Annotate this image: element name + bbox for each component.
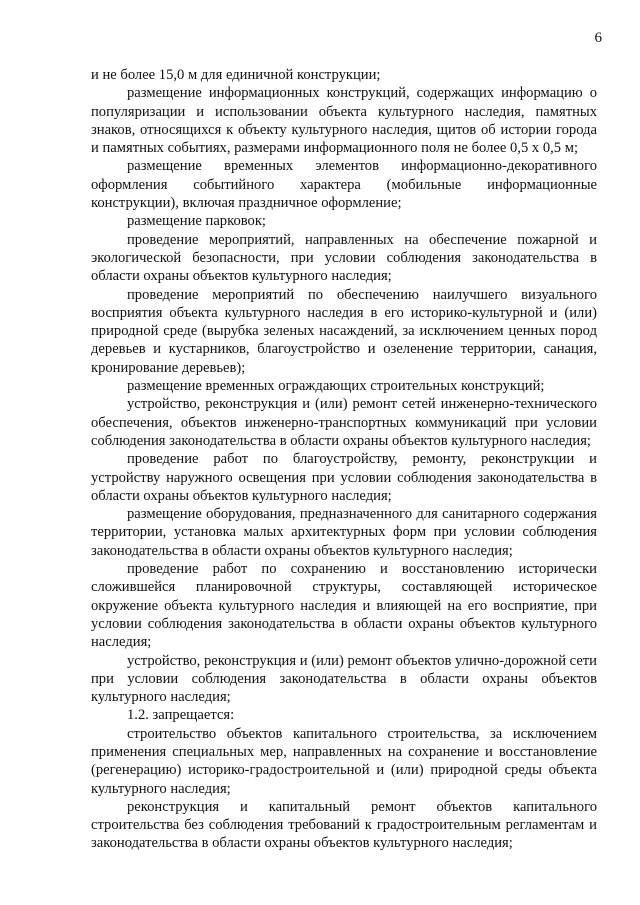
paragraph-4: размещение парковок; bbox=[127, 213, 266, 230]
paragraph-5: проведение мероприятий, направленных на обеспечение пожарной и экологической безопасности, при условии соблюдения законодательства в области охраны объектов культурного наследия; bbox=[91, 231, 597, 285]
paragraph-14: реконструкция и капитальный ремонт объектов капитального строительства без соблюдения требований к градостроительным регламентам и законодательства в области охраны объектов культурного наследия; bbox=[91, 798, 597, 852]
paragraph-10: размещение оборудования, предназначенного для санитарного содержания территории, установка малых архитектурных форм при условии соблюдения законодательства в области охраны объектов культурного наследия; bbox=[91, 506, 597, 559]
paragraph-8: устройство, реконструкция и (или) ремонт сетей инженерно-технического обеспечения, объектов инженерно-транспортных коммуникаций при условии соблюдения законодательства в области охраны объектов культурного наследия; bbox=[91, 396, 597, 449]
paragraph-2: размещение информационных конструкций, содержащих информацию о популяризации и использовании объекта культурного наследия, памятных знаков, относящихся к объекту культурного наследия, щитов об истории города и памятных событиях, размерами информационного поля не более 0,5 х 0,5 м; bbox=[91, 85, 597, 157]
paragraph-13: строительство объектов капитального строительства, за исключением применения специальных мер, направленных на сохранение и восстановление (регенерацию) историко-градостроительной и (или) природной среды объекта культурного наследия; bbox=[91, 725, 597, 797]
document-body bbox=[91, 66, 597, 853]
paragraph-6: проведение мероприятий по обеспечению наилучшего визуального восприятия объекта культурного наследия в его историко-культурной и (или) природной среде (вырубка зеленых насаждений, за исключением ценных пород деревьев и кустарников, благоустройство и озеленение территории, санация, кронирование деревьев); bbox=[91, 286, 597, 376]
paragraph-9: проведение работ по благоустройству, ремонту, реконструкции и устройству наружного освещения при условии соблюдения законодательства в области охраны объектов культурного наследия; bbox=[91, 451, 597, 504]
paragraph-12: устройство, реконструкция и (или) ремонт объектов улично-дорожной сети при условии соблюдения законодательства в области охраны объектов культурного наследия; bbox=[91, 652, 597, 706]
paragraph-3: размещение временных элементов информационно-декоративного оформления событийного характера (мобильные информационные конструкции), включая праздничное оформление; bbox=[91, 158, 597, 212]
section-heading-1-2: 1.2. запрещается: bbox=[127, 707, 235, 724]
page-number: 6 bbox=[594, 30, 602, 46]
paragraph-7: размещение временных ограждающих строительных конструкций; bbox=[127, 378, 545, 395]
paragraph-11: проведение работ по сохранению и восстановлению исторически сложившейся планировочной структуры, составляющей историческое окружение объекта культурного наследия и влияющей на его восприятие, при условии соблюдения законодательства в области охраны объектов культурного наследия; bbox=[91, 561, 597, 651]
paragraph-1: и не более 15,0 м для единичной конструкции; bbox=[91, 67, 381, 83]
